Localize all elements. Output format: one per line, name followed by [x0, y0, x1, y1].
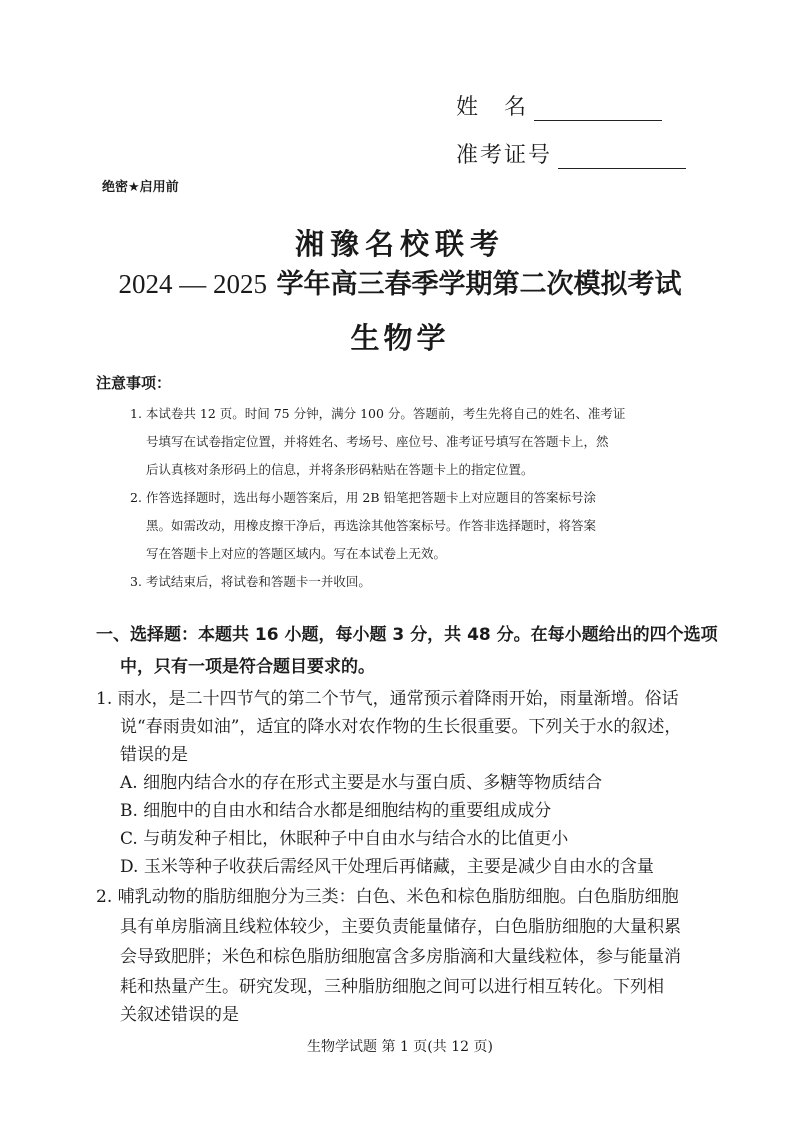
q1-stem-line: 说“春雨贵如油”，适宜的降水对农作物的生长很重要。下列关于水的叙述， — [120, 717, 682, 737]
q1-stem-line: 错误的是 — [120, 745, 188, 765]
q2-stem-line: 会导致肥胖；米色和棕色脂肪细胞富含多房脂滴和大量线粒体，参与能量消 — [120, 947, 681, 967]
exam-subject: 生物学 — [350, 321, 450, 355]
exam-title-org: 湘豫名校联考 — [294, 227, 505, 261]
exam-session-text: 学年高三春季学期第二次模拟考试 — [276, 269, 682, 300]
name-field — [456, 90, 662, 121]
q2-stem-line: 2. 哺乳动物的脂肪细胞分为三类：白色、米色和棕色脂肪细胞。白色脂肪细胞 — [96, 887, 679, 907]
q1-stem-line: 1. 雨水，是二十四节气的第二个节气，通常预示着降雨开始，雨量渐增。俗话 — [96, 689, 679, 709]
exam-title-session — [0, 262, 800, 301]
exam-years: 2024 — 2025 — [118, 269, 268, 299]
note-line: 3. 考试结束后，将试卷和答题卡一并收回。 — [130, 574, 371, 589]
section1-heading: 一、选择题：本题共 16 小题，每小题 3 分，共 48 分。在每小题给出的四个选项 — [96, 625, 718, 645]
note-line: 后认真核对条形码上的信息，并将条形码粘贴在答题卡上的指定位置。 — [146, 462, 534, 477]
section1-heading-cont: 中，只有一项是符合题目要求的。 — [120, 657, 375, 677]
q2-stem-line: 具有单房脂滴且线粒体较少，主要负责能量储存，白色脂肪细胞的大量积累 — [120, 917, 681, 937]
q1-option-d: D. 玉米等种子收获后需经风干处理后再储藏，主要是减少自由水的含量 — [120, 857, 654, 877]
exam-id-label: 准考证号 — [456, 143, 553, 168]
name-blank-line — [534, 98, 662, 121]
q1-option-a: A. 细胞内结合水的存在形式主要是水与蛋白质、多糖等物质结合 — [120, 773, 603, 793]
note-line: 黑。如需改动，用橡皮擦干净后，再选涂其他答案标号。作答非选择题时，将答案 — [146, 518, 597, 533]
note-line: 1. 本试卷共 12 页。时间 75 分钟，满分 100 分。答题前，考生先将自己的姓名、准考证 — [130, 406, 626, 421]
note-line: 号填写在试卷指定位置，并将姓名、考场号、座位号、准考证号填写在答题卡上，然 — [146, 434, 609, 449]
exam-id-field — [456, 138, 686, 169]
notes-heading: 注意事项： — [96, 374, 172, 392]
q2-stem-line: 关叙述错误的是 — [120, 1005, 239, 1025]
q1-option-b: B. 细胞中的自由水和结合水都是细胞结构的重要组成成分 — [120, 801, 552, 821]
name-label: 姓 名 — [456, 95, 529, 120]
note-line: 写在答题卡上对应的答题区域内。写在本试卷上无效。 — [146, 546, 447, 561]
q2-stem-line: 耗和热量产生。研究发现，三种脂肪细胞之间可以进行相互转化。下列相 — [120, 977, 664, 997]
exam-id-blank-line — [558, 146, 686, 169]
q1-option-c: C. 与萌发种子相比，休眠种子中自由水与结合水的比值更小 — [120, 829, 569, 849]
note-line: 2. 作答选择题时，选出每小题答案后，用 2B 铅笔把答题卡上对应题目的答案标号涂 — [130, 490, 596, 505]
confidential-mark: 绝密★启用前 — [102, 180, 179, 195]
page-footer: 生物学试题 第 1 页(共 12 页) — [307, 1039, 493, 1055]
